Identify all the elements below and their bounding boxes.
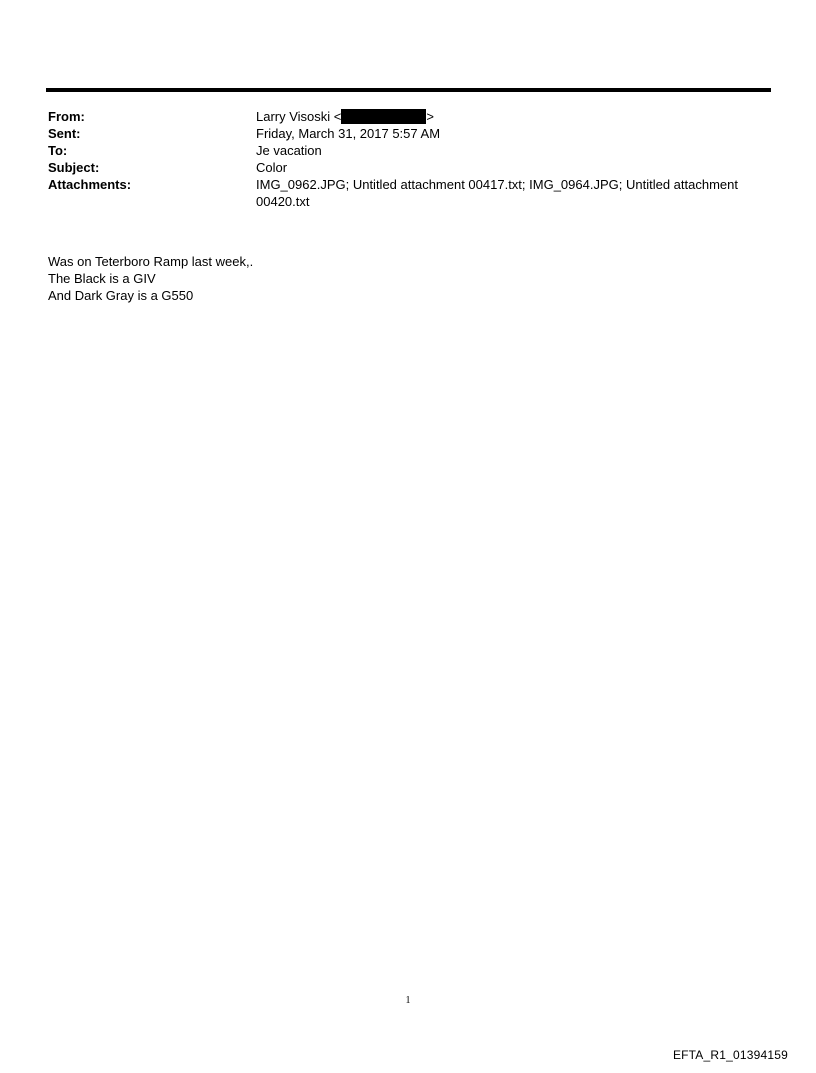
subject-row	[48, 159, 768, 176]
sent-label: Sent:	[48, 126, 81, 141]
sender-name: Larry Visoski <	[256, 109, 342, 124]
body-line: Was on Teterboro Ramp last week,.	[48, 254, 254, 269]
to-label: To:	[48, 143, 68, 158]
body-line: The Black is a GIV	[48, 271, 156, 286]
header-divider	[46, 88, 771, 92]
sent-value: Friday, March 31, 2017 5:57 AM	[256, 126, 441, 141]
from-row	[48, 108, 768, 125]
from-value	[256, 108, 768, 125]
document-id: EFTA_R1_01394159	[672, 1048, 788, 1062]
email-headers	[48, 108, 768, 210]
email-body	[48, 253, 748, 304]
to-row	[48, 142, 768, 159]
page-number: 1	[405, 995, 411, 1006]
sent-row	[48, 125, 768, 142]
attachments-row	[48, 176, 768, 210]
subject-label: Subject:	[48, 160, 100, 175]
to-value: Je vacation	[256, 143, 322, 158]
sender-email-close: >	[426, 109, 434, 124]
attachments-value: IMG_0962.JPG; Untitled attachment 00417.txt; IMG_0964.JPG; Untitled attachment 00420.txt	[256, 177, 738, 209]
redacted-email-address	[341, 109, 426, 124]
attachments-label: Attachments:	[48, 177, 132, 192]
body-line: And Dark Gray is a G550	[48, 288, 194, 303]
from-label: From:	[48, 109, 85, 124]
subject-value: Color	[256, 160, 288, 175]
